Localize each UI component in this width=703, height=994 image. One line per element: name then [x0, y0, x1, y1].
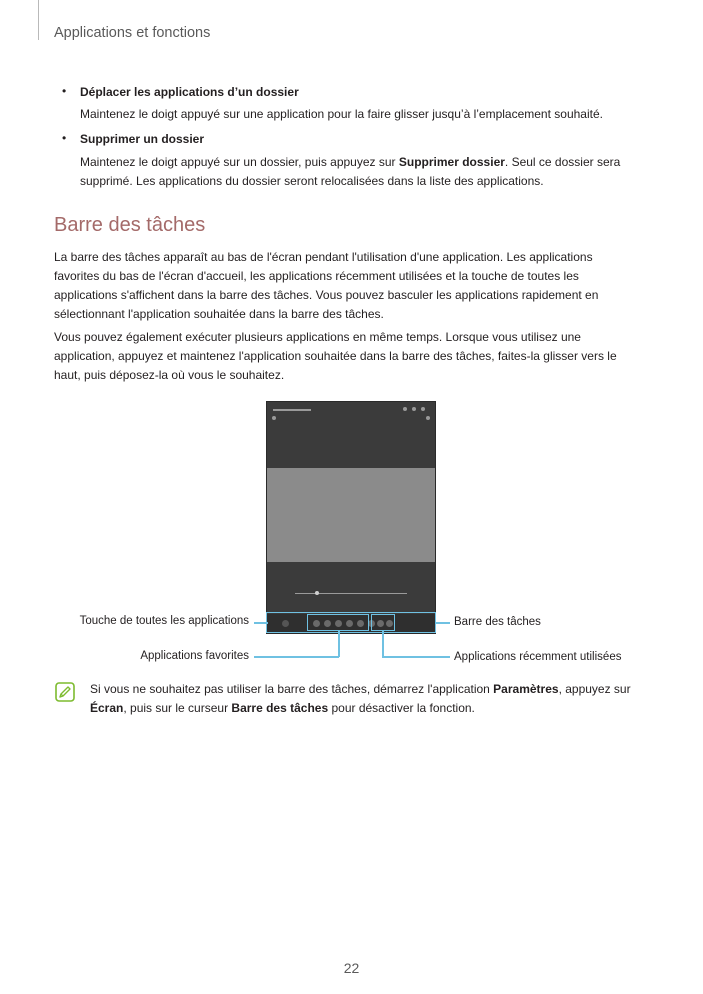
- note-pencil-icon: [55, 682, 75, 702]
- label-taskbar: Barre des tâches: [454, 616, 541, 628]
- callout-line-recent-v: [382, 631, 384, 657]
- back-dot: [272, 416, 276, 420]
- bold-term: Écran: [90, 701, 124, 715]
- label-favorite-apps: Applications favorites: [140, 650, 249, 662]
- label-all-apps-button: Touche de toutes les applications: [79, 615, 249, 627]
- running-header: Applications et fonctions: [54, 25, 211, 41]
- callout-line-favorites-h: [254, 656, 339, 658]
- callout-line-all-apps: [254, 622, 268, 624]
- status-dot: [412, 407, 416, 411]
- note-text: Si vous ne souhaitez pas utiliser la barre des tâches, démarrez l'application Paramètres, appuyez sur Écran, puis sur le curseur Barre des tâches pour désactiver la fonction.: [90, 682, 631, 715]
- bullet-text: Maintenez le doigt appuyé sur un dossier, puis appuyez sur Supprimer dossier. Seul ce dossier sera supprimé. Les applications du dossier seront relocalisées dans la liste des applications.: [80, 155, 621, 188]
- menu-dot: [426, 416, 430, 420]
- bullet-title: Supprimer un dossier: [80, 132, 205, 146]
- bold-term: Barre des tâches: [231, 701, 329, 715]
- section-title: Barre des tâches: [54, 214, 206, 236]
- app-content-area: [267, 468, 435, 562]
- status-dot: [403, 407, 407, 411]
- bullet-title: Déplacer les applications d’un dossier: [80, 85, 299, 99]
- status-bar-line: [273, 409, 311, 411]
- bullet-text: Maintenez le doigt appuyé sur une application pour la faire glisser jusqu’à l’emplacement souhaité.: [80, 107, 603, 121]
- status-dot: [421, 407, 425, 411]
- media-progress-knob: [315, 591, 319, 595]
- callout-line-favorites-v: [338, 631, 340, 657]
- section-paragraph-2: Vous pouvez également exécuter plusieurs applications en même temps. Lorsque vous utilisez une application, appuyez et maintenez l'application souhaitée dans la barre des tâches, faites-la glisser vers le haut, puis déposez-la où vous le souhaitez.: [54, 330, 617, 382]
- callout-line-taskbar: [436, 622, 450, 624]
- media-progress-track: [295, 593, 407, 594]
- callout-line-recent-h: [382, 656, 450, 658]
- page-number: 22: [343, 960, 360, 976]
- label-recent-apps: Applications récemment utilisées: [454, 651, 622, 663]
- section-paragraph-1: La barre des tâches apparaît au bas de l'écran pendant l'utilisation d'une application. Les applications favorites du bas de l'écran d'accueil, les applications récemment utilisées et la touche de toutes les applications s'affichent dans la barre des tâches. Vous pouvez basculer les applications rapidement en sélectionnant l'application souhaitée dans la barre des tâches.: [54, 250, 599, 321]
- bold-term: Supprimer dossier: [398, 155, 505, 169]
- page-corner-line: [38, 0, 39, 40]
- bullet-dot: •: [62, 84, 67, 98]
- recent-highlight: [371, 614, 395, 631]
- favorites-highlight: [307, 614, 369, 631]
- bold-term: Paramètres: [493, 682, 559, 696]
- tablet-illustration: [266, 401, 436, 634]
- bullet-dot: •: [62, 131, 67, 145]
